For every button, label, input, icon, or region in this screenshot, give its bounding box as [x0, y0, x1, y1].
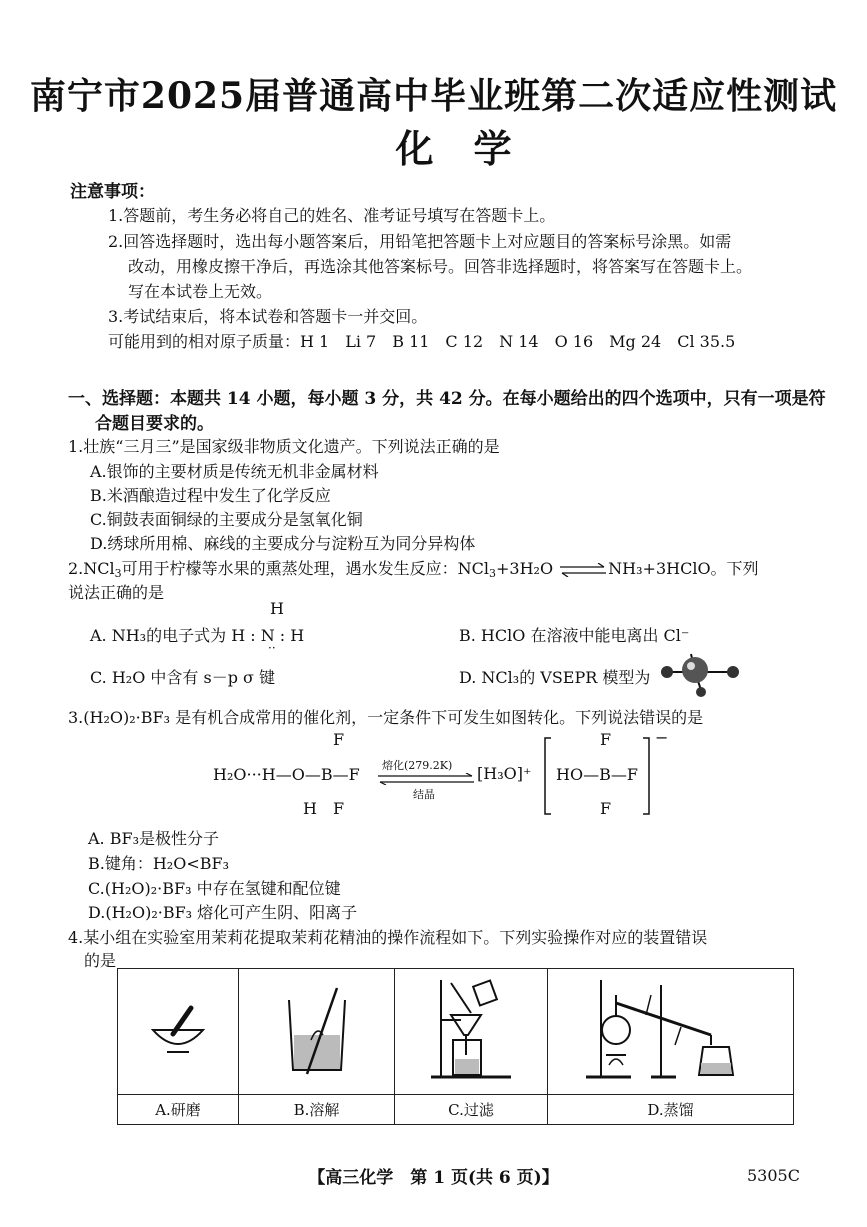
note-item-2: 2.回答选择题时，选出每小题答案后，用铅笔把答题卡上对应题目的答案标号涂黑。如需	[108, 232, 732, 251]
q2-option-a: A. NH₃的电子式为 H : N : H	[90, 626, 305, 645]
reversible-arrow-icon	[376, 773, 476, 785]
q3-h-bottom: H	[303, 799, 317, 818]
q3-option-d: D.(H₂O)₂·BF₃ 熔化可产生阴、阳离子	[88, 903, 358, 922]
q2-option-b: B. HClO 在溶液中能电离出 Cl⁻	[459, 626, 690, 645]
beaker-stirring-icon	[277, 980, 357, 1080]
q3-anion-f-top: F	[600, 730, 612, 749]
apparatus-table	[117, 968, 794, 1125]
mortar-pestle-icon	[143, 1000, 213, 1060]
q2-option-d: D. NCl₃的 VSEPR 模型为	[459, 668, 651, 687]
q1-stem: 1.壮族“三月三”是国家级非物质文化遗产。下列说法正确的是	[68, 437, 500, 456]
q1-option-d: D.绣球所用棉、麻线的主要成分与淀粉互为同分异构体	[90, 534, 476, 553]
q3-f-top: F	[333, 730, 345, 749]
q2-stem-cont: 说法正确的是	[68, 583, 165, 602]
note-item-2-cont: 改动，用橡皮擦干净后，再选涂其他答案标号。回答非选择题时，将答案写在答题卡上。	[128, 257, 753, 276]
q4-stem: 4.某小组在实验室用茉莉花提取茉莉花精油的操作流程如下。下列实验操作对应的装置错误	[68, 928, 708, 947]
vsepr-model-icon	[655, 650, 745, 700]
q3-anion: HO—B—F	[556, 765, 638, 784]
lewis-lone-pair-icon: ··	[268, 641, 276, 655]
note-item-3: 3.考试结束后，将本试卷和答题卡一并交回。	[108, 307, 428, 326]
q1-option-a: A.银饰的主要材质是传统无机非金属材料	[90, 462, 379, 481]
q3-option-a: A. BF₃是极性分子	[88, 829, 220, 848]
exam-title: 南宁市2025届普通高中毕业班第二次适应性测试	[29, 75, 838, 117]
q2-stem: 2.NCl$_3$可用于柠檬等水果的熏蒸处理，遇水发生反应：NCl$_3$+3H₂O NH₃+3HClO。下列	[68, 559, 759, 580]
q1-option-b: B.米酒酿造过程中发生了化学反应	[90, 486, 331, 505]
q3-left-molecule: H₂O···H—O—B—F	[213, 765, 360, 784]
q3-option-c: C.(H₂O)₂·BF₃ 中存在氢键和配位键	[88, 879, 341, 898]
apparatus-c-cell	[395, 969, 548, 1095]
notes-heading: 注意事项：	[70, 182, 155, 202]
q2-option-c: C. H₂O 中含有 s－p σ 键	[90, 668, 276, 687]
apparatus-d-cell	[548, 969, 794, 1095]
atomic-masses: 可能用到的相对原子质量：H 1 Li 7 B 11 C 12 N 14 O 16 Mg 24 Cl 35.5	[108, 332, 736, 351]
section-heading: 一、选择题：本题共 14 小题，每小题 3 分，共 42 分。在每小题给出的四个选项中，只有一项是符	[68, 389, 826, 409]
subject-title: 化学	[395, 126, 552, 171]
q3-anion-charge: −	[655, 728, 669, 747]
q3-f-bottom: F	[333, 799, 345, 818]
caption-a: A.研磨	[118, 1095, 239, 1125]
apparatus-a-cell	[118, 969, 239, 1095]
caption-d: D.蒸馏	[548, 1095, 794, 1125]
q3-anion-f-bottom: F	[600, 799, 612, 818]
page-footer: 【高三化学 第 1 页(共 6 页)】	[308, 1168, 559, 1188]
paper-code: 5305C	[747, 1166, 800, 1185]
arrow-label-bottom: 结晶	[413, 788, 435, 801]
distillation-icon	[571, 975, 771, 1085]
caption-c: C.过滤	[395, 1095, 548, 1125]
lewis-top-h: H	[270, 599, 284, 618]
section-heading-cont: 合题目要求的。	[95, 414, 214, 434]
q3-option-b: B.键角：H₂O<BF₃	[88, 854, 230, 873]
note-item-2-cont2: 写在本试卷上无效。	[128, 282, 273, 301]
q3-cation: [H₃O]⁺	[477, 764, 532, 783]
q1-option-c: C.铜鼓表面铜绿的主要成分是氢氧化铜	[90, 510, 363, 529]
caption-b: B.溶解	[239, 1095, 395, 1125]
note-item-1: 1.答题前，考生务必将自己的姓名、准考证号填写在答题卡上。	[108, 206, 556, 225]
equilibrium-arrow-icon	[558, 563, 608, 577]
filtration-icon	[421, 975, 521, 1085]
q3-stem: 3.(H₂O)₂·BF₃ 是有机合成常用的催化剂，一定条件下可发生如图转化。下列说法错误的是	[68, 708, 704, 727]
apparatus-b-cell	[239, 969, 395, 1095]
arrow-label-top: 熔化(279.2K)	[382, 759, 453, 772]
q4-stem-cont: 的是	[84, 951, 117, 970]
